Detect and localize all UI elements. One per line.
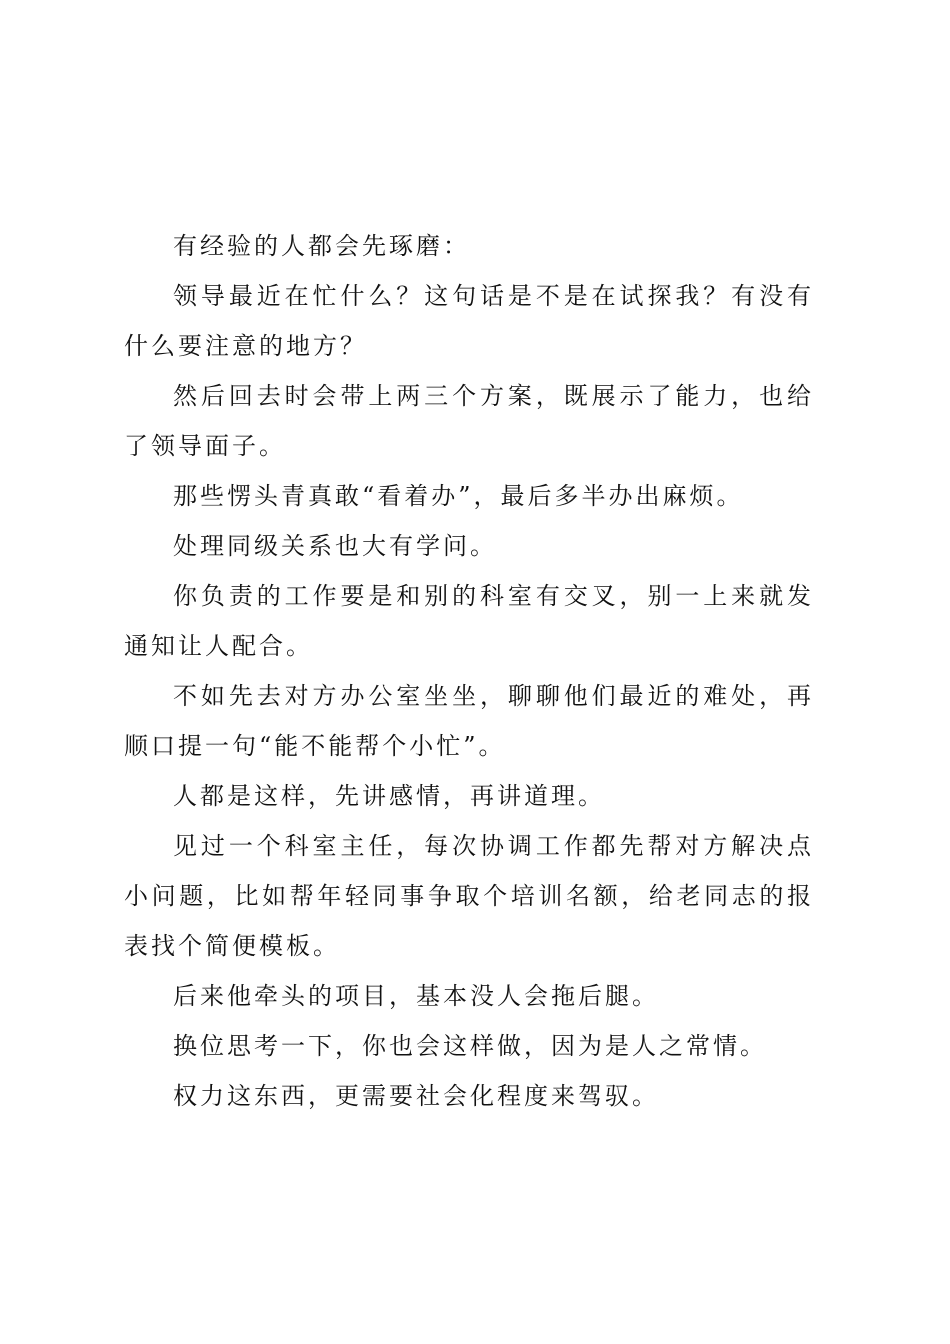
- paragraph-8: 人都是这样，先讲感情，再讲道理。: [173, 782, 605, 810]
- paragraph-2: 领导最近在忙什么？这句话是不是在试探我？有没有什么要注意的地方？: [124, 282, 814, 360]
- document-body: [124, 221, 814, 1121]
- paragraph-4: 那些愣头青真敢“看着办”，最后多半办出麻烦。: [173, 482, 744, 510]
- paragraph-6: 你负责的工作要是和别的科室有交叉，别一上来就发通知让人配合。: [124, 582, 814, 660]
- paragraph-11: 换位思考一下，你也会这样做，因为是人之常情。: [173, 1032, 767, 1060]
- paragraph-12: 权力这东西，更需要社会化程度来驾驭。: [173, 1082, 659, 1110]
- paragraph-7: 不如先去对方办公室坐坐，聊聊他们最近的难处，再顺口提一句“能不能帮个小忙”。: [124, 682, 814, 760]
- paragraph-5: 处理同级关系也大有学问。: [173, 532, 497, 560]
- paragraph-1: 有经验的人都会先琢磨：: [173, 232, 470, 260]
- paragraph-3: 然后回去时会带上两三个方案，既展示了能力，也给了领导面子。: [124, 382, 814, 460]
- paragraph-9: 见过一个科室主任，每次协调工作都先帮对方解决点小问题，比如帮年轻同事争取个培训名额，给老同志的报表找个简便模板。: [124, 832, 814, 960]
- paragraph-10: 后来他牵头的项目，基本没人会拖后腿。: [173, 982, 659, 1010]
